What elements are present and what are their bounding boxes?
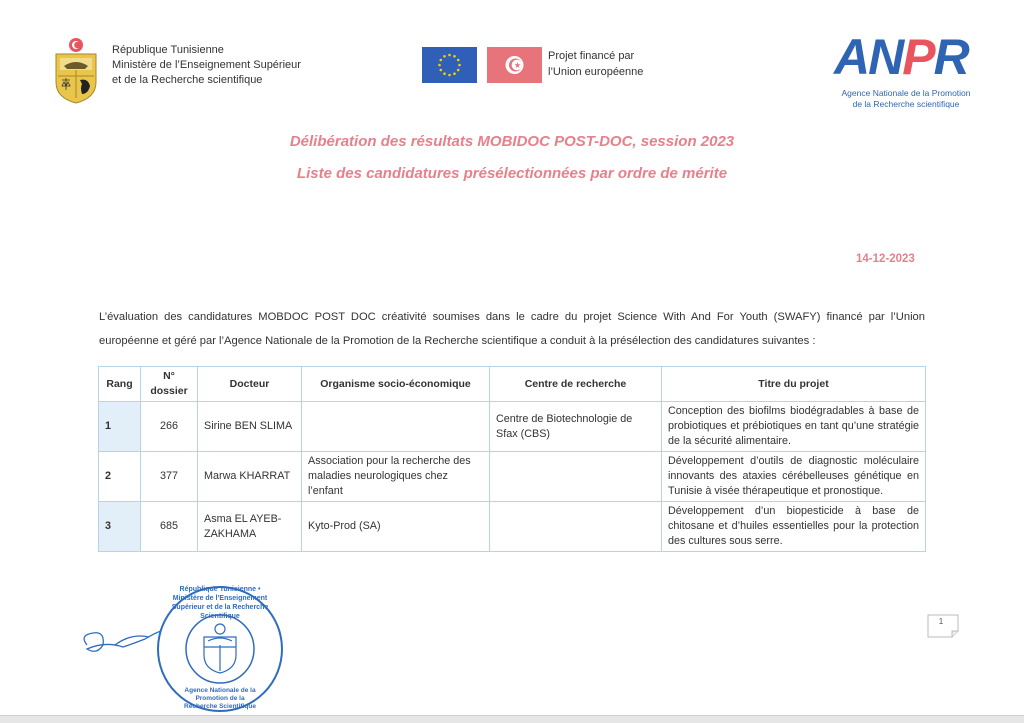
anpr-logo	[834, 28, 974, 86]
header-dossier-line: dossier	[150, 385, 188, 397]
cell-organisme	[302, 402, 490, 452]
intro-paragraph: L’évaluation des candidatures MOBDOC POST DOC créativité soumises dans le cadre du projet Science With And For Youth (SWAFY) financé par l’Union européenne et géré par l’Agence Nationale de la Promotion de la Recherche scientifique a conduit à la présélection des candidatures suivantes :	[99, 311, 925, 347]
anpr-logo-letter-r: R	[933, 29, 968, 85]
ministry-line: et de la Recherche scientifique	[112, 74, 263, 86]
anpr-caption-line: de la Recherche scientifique	[852, 99, 960, 109]
cell-centre: Centre de Biotechnologie de Sfax (CBS)	[490, 402, 662, 452]
signature	[84, 631, 161, 651]
anpr-logo-letters-an: AN	[834, 29, 903, 85]
document-date: 14-12-2023	[856, 253, 915, 265]
eu-flag-icon	[422, 47, 477, 83]
tunisia-flag-icon	[487, 47, 542, 83]
cell-titre: Développement d’un biopesticide à base de chitosane et d’huiles essentielles pour la protection des cultures sous serre.	[662, 502, 926, 552]
anpr-caption-line: Agence Nationale de la Promotion	[841, 88, 971, 98]
anpr-logo-letter-p: P	[902, 29, 934, 85]
cell-rang: 2	[99, 452, 141, 502]
cell-dossier: 685	[141, 502, 198, 552]
cell-dossier: 377	[141, 452, 198, 502]
table-row	[99, 452, 926, 502]
ministry-block	[112, 43, 301, 88]
table-row	[99, 502, 926, 552]
header-centre: Centre de recherche	[490, 367, 662, 402]
funding-note	[548, 48, 643, 80]
header-dossier-line: N°	[163, 370, 175, 382]
document-title: Délibération des résultats MOBIDOC POST-DOC, session 2023	[289, 133, 735, 150]
cell-organisme: Kyto-Prod (SA)	[302, 502, 490, 552]
cell-centre	[490, 502, 662, 552]
cell-docteur: Marwa KHARRAT	[198, 452, 302, 502]
cell-titre: Développement d’outils de diagnostic moléculaire innovants des ataxies cérébelleuses génétique en Tunisie à visée thérapeutique et pronostique.	[662, 452, 926, 502]
document-subtitle: Liste des candidatures présélectionnées par ordre de mérite	[296, 165, 728, 182]
cell-organisme: Association pour la recherche des maladies neurologiques chez l’enfant	[302, 452, 490, 502]
stamp-coat-of-arms-icon	[204, 624, 236, 673]
page-number: 1	[938, 617, 944, 626]
official-stamp	[75, 583, 315, 715]
cell-rang: 3	[99, 502, 141, 552]
stamp-inner-text: Agence Nationale de la Promotion de la Recherche Scientifique	[184, 687, 256, 710]
header-docteur: Docteur	[198, 367, 302, 402]
cell-titre: Conception des biofilms biodégradables à base de probiotiques et prébiotiques en tant qu’une stratégie de la sécurité alimentaire.	[662, 402, 926, 452]
page-bottom-edge	[0, 715, 1024, 723]
funding-line: l’Union européenne	[548, 66, 644, 78]
cell-docteur: Asma EL AYEB-ZAKHAMA	[198, 502, 302, 552]
header-dossier	[141, 367, 198, 402]
ministry-line: République Tunisienne	[112, 44, 224, 56]
tunisia-coat-of-arms-icon	[52, 36, 100, 104]
cell-rang: 1	[99, 402, 141, 452]
table-header-row	[99, 367, 926, 402]
anpr-caption	[826, 88, 986, 110]
ministry-line: Ministère de l’Enseignement Supérieur	[112, 59, 301, 71]
header-organisme: Organisme socio-économique	[302, 367, 490, 402]
cell-dossier: 266	[141, 402, 198, 452]
cell-centre	[490, 452, 662, 502]
funding-line: Projet financé par	[548, 50, 635, 62]
cell-docteur: Sirine BEN SLIMA	[198, 402, 302, 452]
stamp-outer-text: République Tunisienne • Ministère de l’Enseignement Supérieur et de la Recherche Scientifique	[171, 586, 269, 620]
table-row	[99, 402, 926, 452]
header-rang: Rang	[99, 367, 141, 402]
header-titre: Titre du projet	[662, 367, 926, 402]
results-table	[98, 366, 926, 552]
